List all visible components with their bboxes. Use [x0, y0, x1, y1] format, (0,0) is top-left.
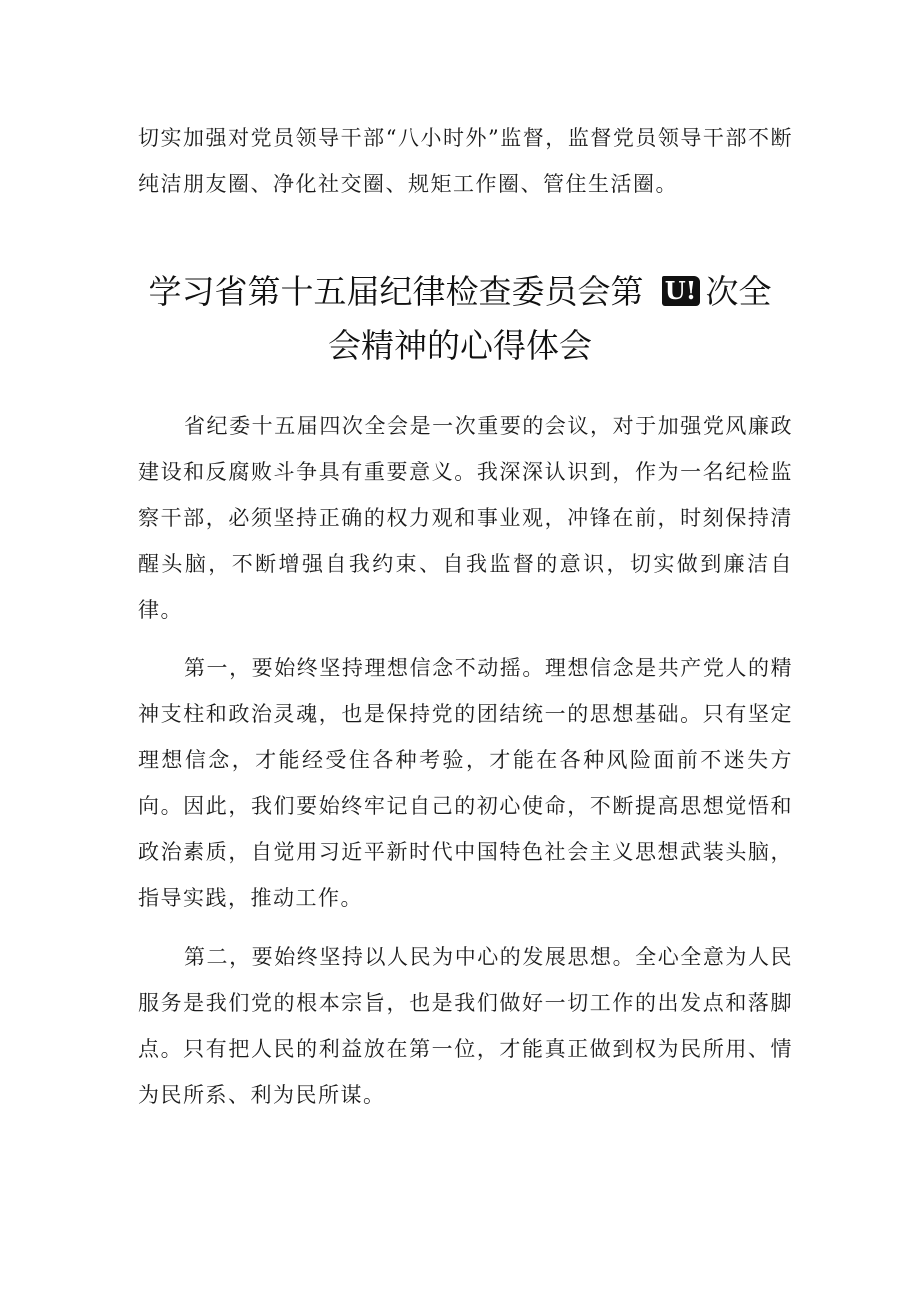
body-paragraph-2: 第一，要始终坚持理想信念不动摇。理想信念是共产党人的精神支柱和政治灵魂，也是保持党的团结统一的思想基础。只有坚定理想信念，才能经受住各种考验，才能在各种风险面前不迷失方向。因此，我们要始终牢记自己的初心使命，不断提高思想觉悟和政治素质，自觉用习近平新时代中国特色社会主义思想武装头脑，指导实践，推动工作。 — [138, 656, 793, 910]
document-title — [110, 265, 810, 373]
title-line-2: 会精神的心得体会 — [328, 326, 592, 365]
body-paragraph-3: 第二，要始终坚持以人民为中心的发展思想。全心全意为人民服务是我们党的根本宗旨，也是我们做好一切工作的出发点和落脚点。只有把人民的利益放在第一位，才能真正做到权为民所用、情为民所系、利为民所谋。 — [138, 945, 793, 1107]
title-line-1 — [110, 265, 810, 319]
title-line-1-end: 次全 — [705, 272, 772, 311]
intro-paragraph: 切实加强对党员领导干部“八小时外”监督，监督党员领导干部不断纯洁朋友圈、净化社交圈、规矩工作圈、管住生活圈。 — [138, 126, 793, 196]
glitch-mark: U! — [662, 276, 700, 306]
body-paragraph-1: 省纪委十五届四次全会是一次重要的会议，对于加强党风廉政建设和反腐败斗争具有重要意义。我深深认识到，作为一名纪检监察干部，必须坚持正确的权力观和事业观，冲锋在前，时刻保持清醒头脑，不断增强自我约束、自我监督的意识，切实做到廉洁自律。 — [138, 414, 793, 622]
title-line-1-start: 学习省第十五届纪律检查委员会第 — [148, 272, 644, 311]
